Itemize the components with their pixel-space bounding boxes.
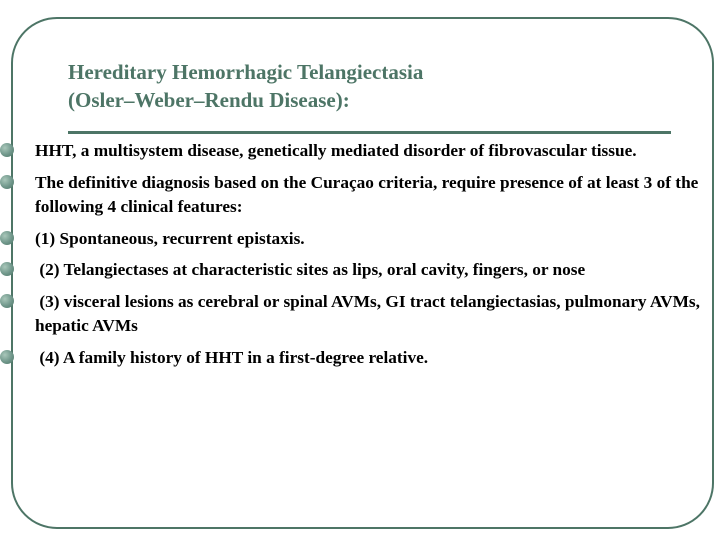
round-bullet-icon [0, 350, 14, 364]
bullet-item-telangiectases [0, 258, 728, 283]
round-bullet-icon [0, 143, 14, 157]
round-bullet-icon [0, 262, 14, 276]
bullet-item-visceral-lesions [0, 290, 728, 339]
title-underline [68, 131, 671, 134]
bullet-item-family-history [0, 346, 728, 371]
title-line-2: (Osler–Weber–Rendu Disease): [68, 88, 350, 112]
bullet-text: (2) Telangiectases at characteristic sites as lips, oral cavity, fingers, or nose [35, 260, 586, 279]
bullet-text: (3) visceral lesions as cerebral or spinal AVMs, GI tract telangiectasias, pulmonary AVMs, hepatic AVMs [35, 291, 705, 335]
slide-title [68, 58, 423, 114]
round-bullet-icon [0, 231, 14, 245]
bullet-text: (1) Spontaneous, recurrent epistaxis. [35, 228, 305, 248]
title-line-1: Hereditary Hemorrhagic Telangiectasia [68, 60, 424, 84]
round-bullet-icon [0, 294, 14, 308]
bullet-item-hht-definition [0, 139, 728, 164]
round-bullet-icon [0, 175, 14, 189]
bullet-list [0, 139, 728, 377]
bullet-item-curacao-criteria [0, 171, 728, 220]
bullet-text: The definitive diagnosis based on the Curaçao criteria, require presence of at least 3 of the following 4 clinical features: [35, 172, 699, 216]
bullet-text: HHT, a multisystem disease, genetically mediated disorder of fibrovascular tissue. [35, 141, 637, 160]
bullet-text: (4) A family history of HHT in a first-degree relative. [35, 347, 429, 367]
bullet-item-epistaxis [0, 227, 728, 252]
